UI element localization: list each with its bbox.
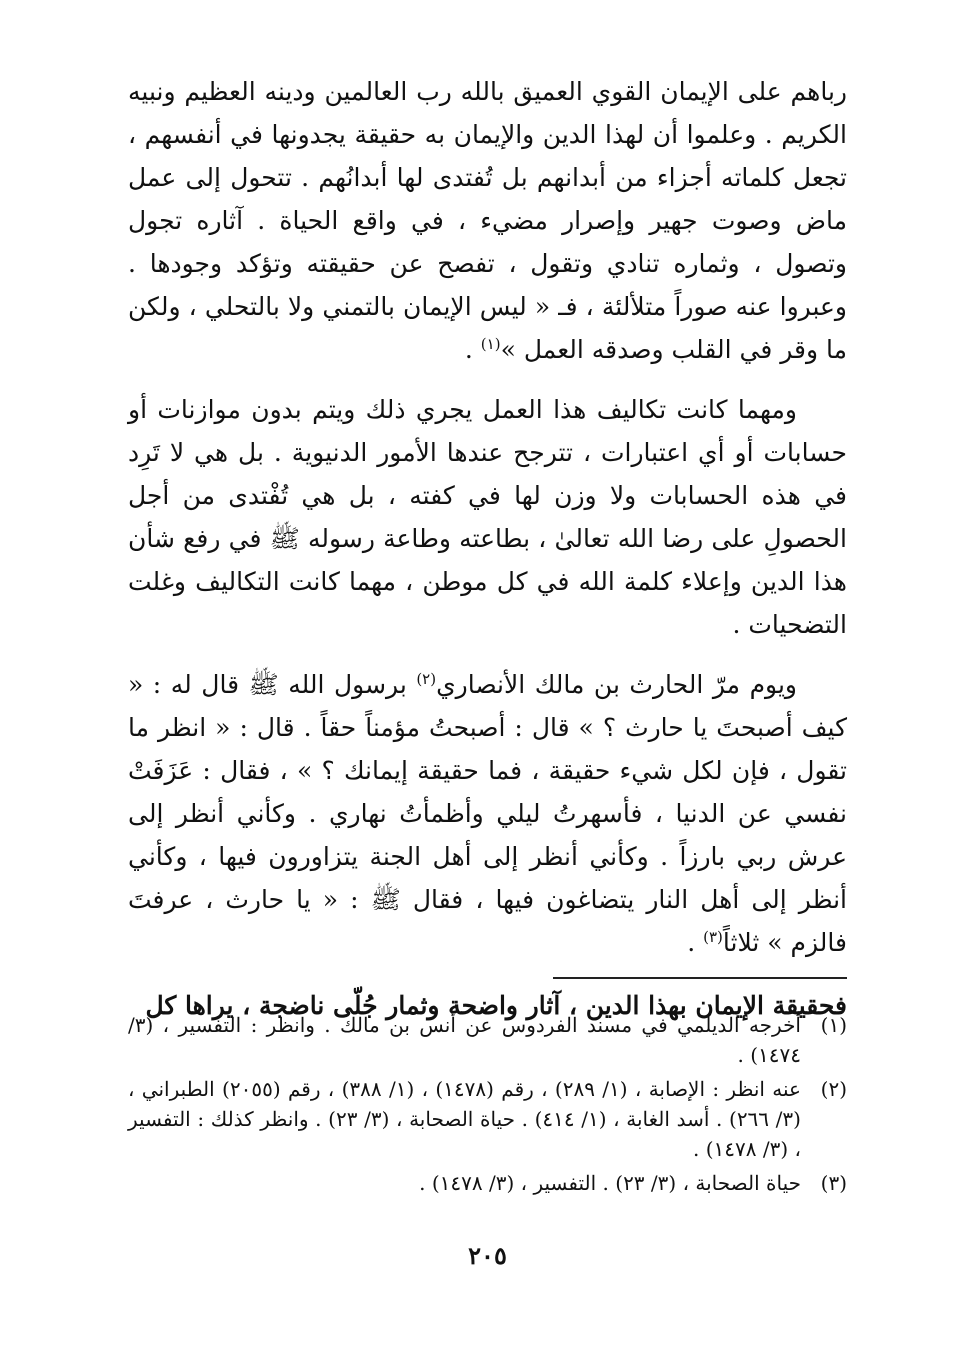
paragraph-3-start: ويوم مرّ الحارث بن مالك الأنصاري [436, 670, 797, 699]
body-paragraph-1 [128, 70, 847, 371]
footnote-2 [128, 1074, 847, 1164]
footnote-3 [128, 1168, 847, 1198]
footnote-text: أخرجه الديلمي في مسند الفردوس عن أنس بن مالك . وانظر : التفسير ، (٣/ ١٤٧٤) . [128, 1013, 801, 1067]
footnote-ref-2[interactable]: (٢) [416, 670, 437, 688]
body-paragraph-4: فحقيقة الإيمان بهذا الدين ، آثار واضحة وثمار جُلّى ناضجة ، يراها كل [145, 991, 847, 1020]
paragraph-3-end: . [687, 928, 704, 957]
book-page [128, 70, 847, 1366]
paragraph-3-middle: برسول الله ﷺ قال له : « كيف أصبحتَ يا حارث ؟ » قال : أصبحتُ مؤمناً حقاً . قال : « انظر ما تقول ، فإن لكل شيء حقيقة ، فما حقيقة إيمانك ؟ » ، فقال : عَزَفَتْ نفسي عن الدنيا ، فأسهرتُ ليلي وأظمأتُ نهاري . وكأني أنظر إلى عرش ربي بارزاً . وكأني أنظر إلى أهل الجنة يتزاورون فيها ، وكأني أنظر إلى أهل النار يتضاغون فيها ، فقال ﷺ : « يا حارث ، عرفتَ فالزم » ثلاثاً [128, 670, 847, 957]
footnote-separator [553, 977, 847, 979]
paragraph-1-end: . [464, 335, 481, 364]
footnote-ref-1[interactable]: (١) [480, 335, 501, 353]
footnote-number: (١) [820, 1013, 847, 1037]
footnote-1 [128, 1010, 847, 1070]
paragraph-1-text: رباهم على الإيمان القوي العميق بالله رب العالمين ودينه العظيم ونبيه الكريم . وعلموا أن لهذا الدين والإيمان به حقيقة يجدونها في أنفسهم ، تجعل كلماته أجزاء من أبدانهم بل تُفتدى لها أبدانُهم . تتحول إلى عمل ماض وصوت جهير وإصرار مضيء ، في واقع الحياة . آثاره تجول وتصول ، وثماره تنادي وتقول ، تفصح عن حقيقته وتؤكد وجودها . وعبروا عنه صوراً متلألئة ، فـ « ليس الإيمان بالتمني ولا بالتحلي ، ولكن ما وقر في القلب وصدقه العمل » [128, 77, 847, 364]
footnote-number: (٢) [820, 1077, 847, 1101]
footnotes-section [128, 1010, 847, 1202]
body-paragraph-3 [128, 663, 847, 964]
page-number: ٢٠٥ [468, 1241, 507, 1270]
footnote-ref-3[interactable]: (٣) [703, 928, 723, 946]
body-paragraph-2: ومهما كانت تكاليف هذا العمل يجري ذلك ويتم بدون موازنات أو حسابات أو أي اعتبارات ، تترجح عندها الأمور الدنيوية . بل هي لا تَرِد في هذه الحسابات ولا وزن لها في كفته ، بل هي تُفْتدى من أجل الحصولِ على رضا الله تعالىٰ ، بطاعته وطاعة رسوله ﷺ في رفع شأن هذا الدين وإعلاء كلمة الله في كل موطن ، مهما كانت التكاليف وغلت التضحيات . [128, 395, 847, 639]
footnote-number: (٣) [820, 1171, 847, 1195]
footnote-text: عنه انظر : الإصابة ، (١/ ٢٨٩) ، رقم (١٤٧٨) ، (١/ ٣٨٨) ، رقم (٢٠٥٥) الطبراني ، (٣/ ٢٦٦) . أسد الغابة ، (١/ ٤١٤) . حياة الصحابة ، (٣/ ٢٣) . وانظر كذلك : التفسير ، (٣/ ١٤٧٨) . [128, 1077, 801, 1161]
footnote-text: حياة الصحابة ، (٣/ ٢٣) . التفسير ، (٣/ ١٤٧٨) . [419, 1171, 801, 1195]
